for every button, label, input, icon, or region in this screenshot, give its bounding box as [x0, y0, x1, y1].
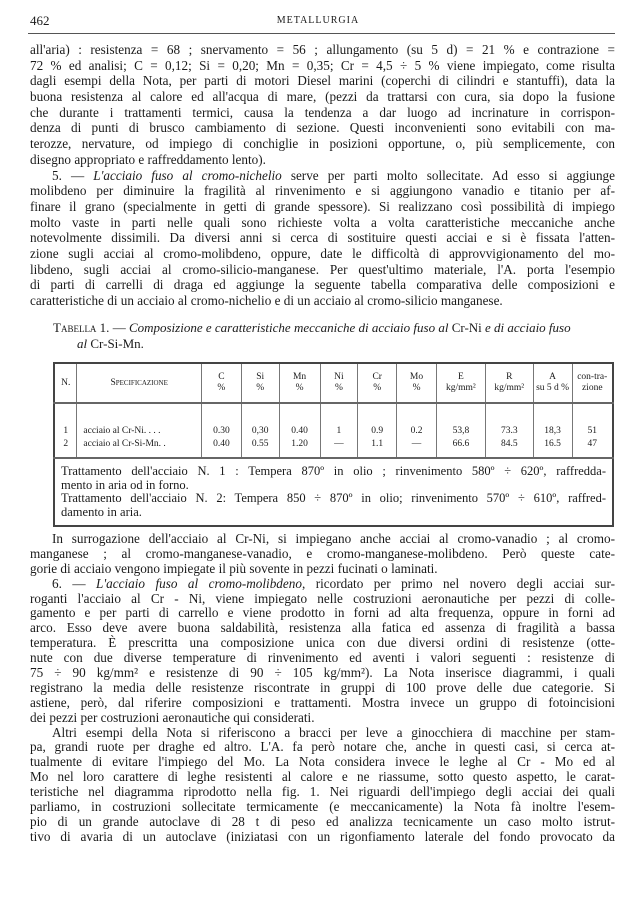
text-line: nute con due diverse temperature di rinvenimento ed aventi i valori seguenti : resistenze di	[30, 650, 615, 666]
column-header-top: Specificazione	[110, 377, 168, 388]
text-line: registrano la media delle resistenze riscontrate in gruppi di 100 prove delle due categorie. Si	[30, 679, 615, 695]
column-header-unit: %	[295, 383, 304, 393]
text-line: disegno appropriato e raffreddamento lento).	[30, 151, 266, 167]
column-header	[533, 363, 572, 403]
column-header	[320, 363, 358, 403]
column-header-top: Cr	[372, 372, 382, 382]
table-row	[54, 437, 613, 458]
column-header-unit: %	[412, 383, 421, 393]
column-header-unit: %	[373, 383, 382, 393]
text-line: all'aria) : resistenza = 68 ; snervamento = 56 ; allungamento (su 5 d) = 21 % e contrazione =	[30, 42, 615, 57]
column-header	[279, 363, 320, 403]
caption-alloy-2: Cr-Si-Mn.	[90, 336, 144, 351]
text-segment: serve per parti molto sollecitate. Ad esso si aggiunge	[281, 167, 616, 183]
text-line: tivo di avaria di un autoclave (iniziatasi con un rigonfiamento laterale del fondo provocato da	[30, 828, 615, 844]
column-header-top: Mo	[409, 372, 424, 382]
text-line: molibdeno per diminuire la fragilità al rinvenimento e si aggiungono vanadio e titanio per af-	[30, 183, 615, 199]
text-line: parliamo, in costruzioni sollecitate termicamente (e meccanicamente) la Nota fà inoltre l'esem-	[30, 799, 615, 815]
column-header	[77, 363, 202, 403]
caption-text: Composizione e caratteristiche meccaniche di acciaio fuso al	[128, 320, 449, 335]
italic-heading: L'acciaio fuso al cromo-nichelio	[93, 167, 282, 183]
text-line: tualmente di evitare l'impiego del Mo. La Nota considera invece le leghe al Cr - Mo ed al	[30, 754, 615, 770]
table-cell: acciaio al Cr-Ni. . . .	[77, 403, 202, 437]
text-line: Altri esempi della Nota si riferiscono a bracci per leve a ginocchiera di macchine per stam-	[52, 724, 615, 740]
body-section-2	[30, 532, 615, 845]
table-cell: —	[320, 437, 358, 458]
text-segment: , ricordato per primo nel novero degli acciai sur-	[301, 575, 616, 591]
table-cell: 18,3	[533, 403, 572, 437]
column-header-unit: kg/mm²	[494, 383, 525, 393]
caption-text-2: e di acciaio fuso	[485, 320, 571, 335]
text-line: In surrogazione dell'acciaio al Cr-Ni, si impiegano anche acciai al cromo-vanadio ; al cromo-	[52, 531, 615, 546]
column-header-top: R	[506, 372, 513, 382]
text-line: di parti di carrelli di draga ed aggiunge la seguente tabella comparativa delle composizioni e	[30, 277, 615, 293]
text-line: 75 ÷ 90 kg/mm² e resistenze di 90 ÷ 105 kg/mm²). La Nota inserisce diagrammi, i quali	[30, 665, 615, 681]
column-header	[485, 363, 533, 403]
text-line: pio di un grande autoclave di 28 t di peso ed analizza tecnicamente un caso molto istrut-	[30, 813, 615, 829]
text-line	[30, 168, 615, 184]
note-line: Trattamento dell'acciaio N. 1 : Tempera 870º in olio ; rinvenimento 580º ÷ 620º, raffredda-	[61, 464, 606, 478]
table-cell: 47	[572, 437, 613, 458]
table-notes-row	[54, 458, 613, 526]
table-cell: 53,8	[436, 403, 485, 437]
text-segment: 6. —	[52, 575, 97, 591]
table-cell: 0.2	[397, 403, 437, 437]
running-title: METALLURGIA	[276, 15, 360, 26]
text-line: Mo nel loro carattere di leghe resistenti al calore e ne riassume, sotto questo aspetto, le carat-	[30, 769, 615, 785]
column-header	[54, 363, 77, 403]
table-cell: 0,30	[241, 403, 279, 437]
column-header-top: con-tra-	[577, 372, 608, 382]
table-cell: 0.40	[201, 437, 241, 458]
column-header-top: A	[549, 372, 557, 382]
text-line: molto vaste in parti nelle quali sono richieste volta a volta caratteristiche meccaniche anche	[30, 214, 615, 230]
text-line: astiene, però, dal riferire composizioni e trattamenti. Mostra invece un gruppo di fotoincisioni	[30, 694, 615, 710]
treatment-notes	[54, 458, 613, 526]
table-cell: 0.55	[241, 437, 279, 458]
text-line: che durante i trattamenti termici, causa la tendenza a dar luogo ad incrinature in corrispon-	[30, 104, 615, 120]
table-cell: 73.3	[485, 403, 533, 437]
text-line: zione sugli acciai al cromo-molibdeno, oppure, date le difficoltà di approvvigionamento del mo-	[30, 245, 615, 261]
column-header-top: Si	[256, 372, 265, 382]
table-caption: Tabella 1. — Composizione e caratteristiche meccaniche di acciaio fuso al Cr-Ni e di acciaio fuso al Cr-Si-Mn.	[53, 320, 571, 351]
column-header-unit: %	[217, 383, 226, 393]
column-header	[201, 363, 241, 403]
text-line: manganese ; al cromo-manganese-vanadio, e cromo-manganese-molibdeno. Però queste cate-	[30, 545, 615, 561]
text-line: finare il grano (specialmente in getti di grande spessore). Si realizzano così possibilità di impiego	[30, 198, 615, 214]
column-header-top: N.	[61, 377, 71, 388]
column-header	[241, 363, 279, 403]
text-line: libdeno, sugli acciai al cromo-silicio-manganese. Per quest'ultimo materiale, l'A. porta l'esempio	[30, 261, 615, 277]
column-header-unit: %	[256, 383, 265, 393]
table-cell: 16.5	[533, 437, 572, 458]
composition-table	[53, 362, 614, 527]
column-header-top: Ni	[334, 372, 344, 382]
header-rule	[28, 33, 615, 34]
column-header-unit: su 5 d %	[536, 383, 570, 393]
note-line: damento in aria.	[61, 504, 142, 519]
table-cell: 1.20	[279, 437, 320, 458]
table-cell: 0.9	[358, 403, 397, 437]
text-line: arco. Esso deve avere buona saldabilità, resistenza alla fatica ed assenza di fragilità a bassa	[30, 620, 615, 636]
note-line: mento in aria od in forno.	[61, 477, 189, 492]
text-line: denza di punti di brusco cambiamento di sezione. Questi inconvenienti sono evitabili con ma-	[30, 120, 615, 136]
page-number: 462	[30, 13, 50, 28]
table-cell: 84.5	[485, 437, 533, 458]
column-header-unit: %	[334, 383, 343, 393]
column-header-top: E	[457, 372, 464, 382]
column-header-top: Mn	[292, 372, 307, 382]
table-cell: 0.40	[279, 403, 320, 437]
text-line: gorie di acciaio vengono impiegate il più sovente in pezzi fucinati o laminati.	[30, 560, 438, 576]
text-line	[30, 577, 615, 592]
table-row	[54, 403, 613, 437]
column-header	[436, 363, 485, 403]
table-cell: 0.30	[201, 403, 241, 437]
column-header	[358, 363, 397, 403]
italic-heading: L'acciaio fuso al cromo-molibdeno	[96, 575, 302, 591]
text-line: notevolmente dissimili. Da diversi anni si cerca di sostituire questi acciai e si è fissata l'atten-	[30, 230, 615, 246]
text-line: pa, grandi ruote per draghe ed altro. L'A. fa però notare che, anche in questi casi, si cerca at-	[30, 739, 615, 755]
table-cell: 1	[320, 403, 358, 437]
text-line: roganti l'acciaio al Cr - Ni, viene impiegato nelle costruzioni aeronautiche per pezzi di colle-	[30, 590, 615, 606]
table-label: Tabella 1.	[53, 320, 110, 335]
text-line: dei pezzi per costruzioni aeronautiche qui considerati.	[30, 709, 315, 725]
text-line: dagli esempi della Nota, per parti di motori Diesel marini (coperchi di cilindri e stantuffi), data la	[30, 73, 615, 89]
text-line: temperatura. È prescritta una composizione unica con due diversi ordini di resistenze (otte-	[30, 635, 615, 651]
table-cell: acciaio al Cr-Si-Mn. .	[77, 437, 202, 458]
table-cell: 51	[572, 403, 613, 437]
table-cell: 66.6	[436, 437, 485, 458]
table-cell: 1.1	[358, 437, 397, 458]
text-line: teristiche nel diagramma riprodotto nella fig. 1. Nei riguardi dell'impiego degli acciai dei quali	[30, 784, 615, 800]
text-line: terozze, nervature, od impiego di conchiglie in posizioni opportune, o, più semplicemente, con	[30, 136, 615, 152]
text-line: 72 % ed analisi; C = 0,12; Si = 0,20; Mn = 0,35; Cr = 4,5 ÷ 5 % viene impiegato, come risulta	[30, 57, 615, 73]
table-cell: 2	[63, 439, 69, 449]
note-line: Trattamento dell'acciaio N. 2: Tempera 850 ÷ 870º in olio; rinvenimento 570º ÷ 610º, raffred-	[61, 491, 606, 505]
table-cell: 1	[63, 425, 69, 436]
body-section-1	[30, 42, 615, 309]
column-header	[572, 363, 613, 403]
column-header-top: C	[218, 372, 225, 382]
caption-text-3: al	[77, 336, 88, 351]
column-header-unit: zione	[581, 383, 603, 393]
table-cell: —	[397, 437, 437, 458]
caption-alloy-1: Cr-Ni	[451, 320, 482, 335]
table-header-row	[54, 363, 613, 403]
text-line: caratteristiche di un acciaio al cromo-nichelio e di un acciaio al cromo-silicio manganese.	[30, 293, 503, 308]
text-line: gamento e per parti di carrello e viene prodotto in forni ad alta frequenza, oppure in forni ad	[30, 605, 615, 621]
text-segment: 5. —	[52, 167, 94, 183]
column-header-unit: kg/mm²	[445, 383, 476, 393]
text-line: buona resistenza al calore ed all'acqua di mare, (pezzi da trattarsi con cura, sia dopo la fusione	[30, 89, 615, 105]
column-header	[397, 363, 437, 403]
